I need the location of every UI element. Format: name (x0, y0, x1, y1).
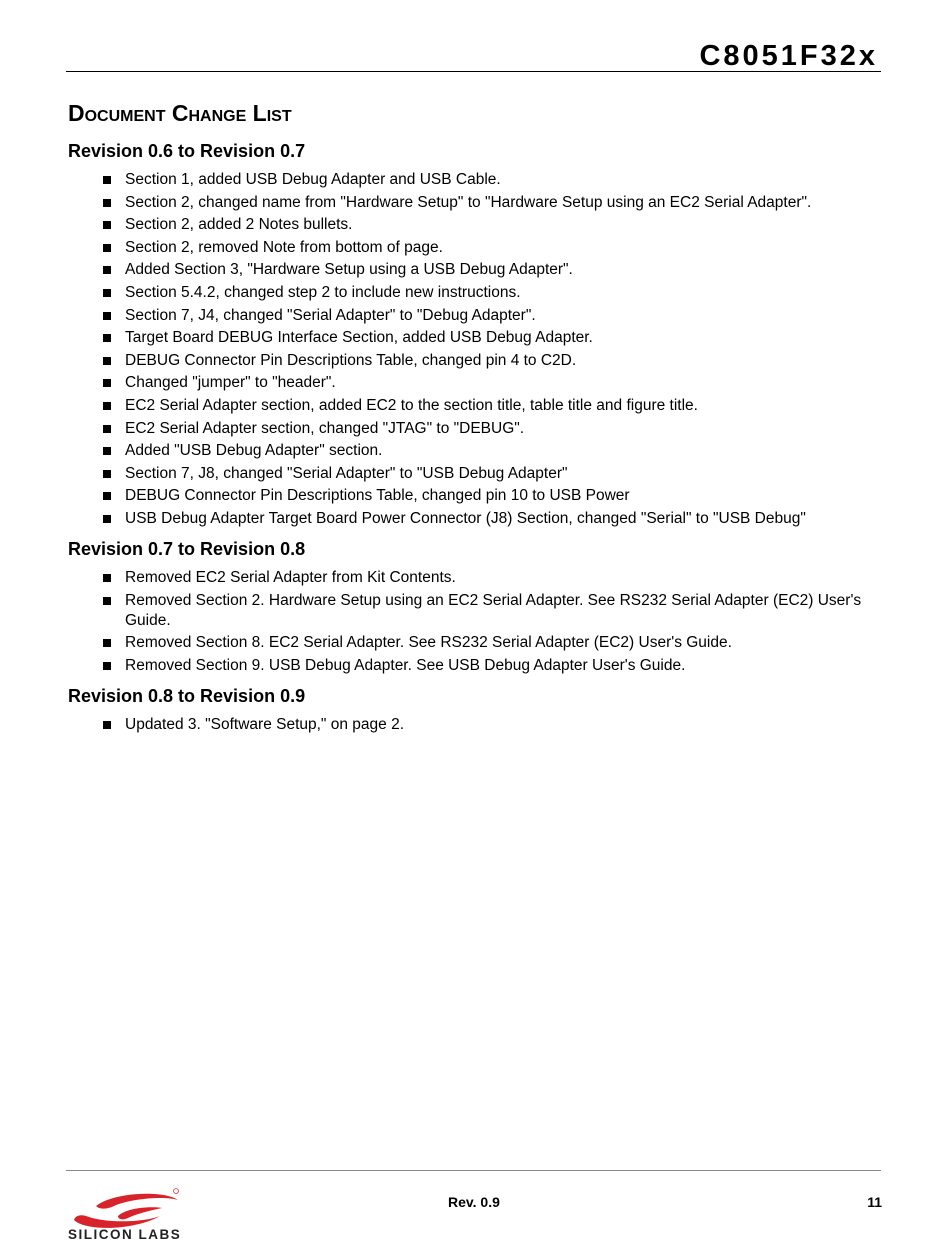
list-item-text: Section 7, J8, changed "Serial Adapter" to "USB Debug Adapter" (125, 464, 568, 482)
list-item-text: Section 7, J4, changed "Serial Adapter" to "Debug Adapter". (125, 306, 536, 324)
list-item (68, 419, 868, 439)
list-item (68, 351, 868, 371)
list-item (68, 238, 868, 258)
square-bullet-icon (103, 176, 111, 184)
list-item-text: USB Debug Adapter Target Board Power Connector (J8) Section, changed "Serial" to "USB Debug" (125, 509, 806, 527)
page-number: 11 (867, 1194, 882, 1210)
list-item (68, 215, 868, 235)
logo-wordmark: SILICON LABS (68, 1227, 182, 1242)
square-bullet-icon (103, 515, 111, 523)
list-item (68, 656, 868, 676)
revision-heading: Revision 0.8 to Revision 0.9 (68, 685, 306, 706)
square-bullet-icon (103, 425, 111, 433)
change-bullet-list (68, 568, 868, 676)
document-part-number: C8051F32x (699, 40, 878, 72)
header-divider (66, 71, 881, 72)
square-bullet-icon (103, 492, 111, 500)
square-bullet-icon (103, 357, 111, 365)
list-item (68, 373, 868, 393)
square-bullet-icon (103, 312, 111, 320)
square-bullet-icon (103, 334, 111, 342)
silicon-labs-logo (66, 1186, 184, 1244)
list-item-text: EC2 Serial Adapter section, added EC2 to the section title, table title and figure title. (125, 396, 698, 414)
list-item-text: Removed EC2 Serial Adapter from Kit Contents. (125, 568, 456, 586)
list-item-text: Changed "jumper" to "header". (125, 374, 336, 392)
page-title: Document Change List (68, 100, 292, 126)
square-bullet-icon (103, 639, 111, 647)
square-bullet-icon (103, 447, 111, 455)
list-item (68, 441, 868, 461)
list-item (68, 568, 868, 588)
list-item (68, 509, 868, 529)
revision-section (68, 683, 868, 735)
list-item (68, 193, 868, 213)
revision-section (68, 536, 868, 676)
square-bullet-icon (103, 289, 111, 297)
list-item-text: Updated 3. "Software Setup," on page 2. (125, 715, 404, 733)
list-item-text: Added "USB Debug Adapter" section. (125, 442, 383, 460)
revision-heading: Revision 0.6 to Revision 0.7 (68, 141, 306, 161)
revision-heading: Revision 0.7 to Revision 0.8 (68, 538, 306, 559)
list-item-text: Section 5.4.2, changed step 2 to include new instructions. (125, 283, 521, 301)
list-item (68, 306, 868, 326)
list-item (68, 486, 868, 506)
footer-divider (66, 1170, 881, 1171)
change-bullet-list (68, 715, 868, 735)
list-item (68, 464, 868, 484)
square-bullet-icon (103, 199, 111, 207)
square-bullet-icon (103, 266, 111, 274)
list-item (68, 633, 868, 653)
list-item-text: Removed Section 9. USB Debug Adapter. See USB Debug Adapter User's Guide. (125, 656, 686, 674)
list-item-text: DEBUG Connector Pin Descriptions Table, changed pin 4 to C2D. (125, 351, 577, 369)
change-list (68, 138, 868, 742)
square-bullet-icon (103, 244, 111, 252)
change-bullet-list (68, 170, 868, 529)
square-bullet-icon (103, 574, 111, 582)
list-item-text: EC2 Serial Adapter section, changed "JTAG" to "DEBUG". (125, 419, 525, 437)
square-bullet-icon (103, 470, 111, 478)
list-item (68, 283, 868, 303)
square-bullet-icon (103, 379, 111, 387)
list-item (68, 396, 868, 416)
square-bullet-icon (103, 221, 111, 229)
list-item-text: Section 2, removed Note from bottom of page. (125, 238, 443, 256)
list-item-text: Section 2, added 2 Notes bullets. (125, 216, 353, 234)
revision-section (68, 138, 868, 529)
list-item-text: Removed Section 8. EC2 Serial Adapter. See RS232 Serial Adapter (EC2) User's Guide. (125, 634, 732, 652)
square-bullet-icon (103, 721, 111, 729)
list-item (68, 715, 868, 735)
list-item-text: Target Board DEBUG Interface Section, added USB Debug Adapter. (125, 329, 593, 347)
list-item-text: Removed Section 2. Hardware Setup using an EC2 Serial Adapter. See RS232 Serial Adapter (EC2) User's Guide. (125, 591, 862, 629)
square-bullet-icon (103, 662, 111, 670)
list-item-text: Added Section 3, "Hardware Setup using a USB Debug Adapter". (125, 261, 573, 279)
list-item (68, 170, 868, 190)
square-bullet-icon (103, 597, 111, 605)
footer-revision: Rev. 0.9 (448, 1194, 500, 1210)
list-item-text: Section 1, added USB Debug Adapter and USB Cable. (125, 171, 501, 188)
square-bullet-icon (103, 402, 111, 410)
silicon-labs-swoosh-icon (66, 1186, 184, 1230)
list-item (68, 260, 868, 280)
list-item (68, 591, 868, 631)
list-item-text: DEBUG Connector Pin Descriptions Table, changed pin 10 to USB Power (125, 487, 630, 505)
list-item-text: Section 2, changed name from "Hardware Setup" to "Hardware Setup using an EC2 Serial Adapter". (125, 193, 812, 211)
list-item (68, 328, 868, 348)
